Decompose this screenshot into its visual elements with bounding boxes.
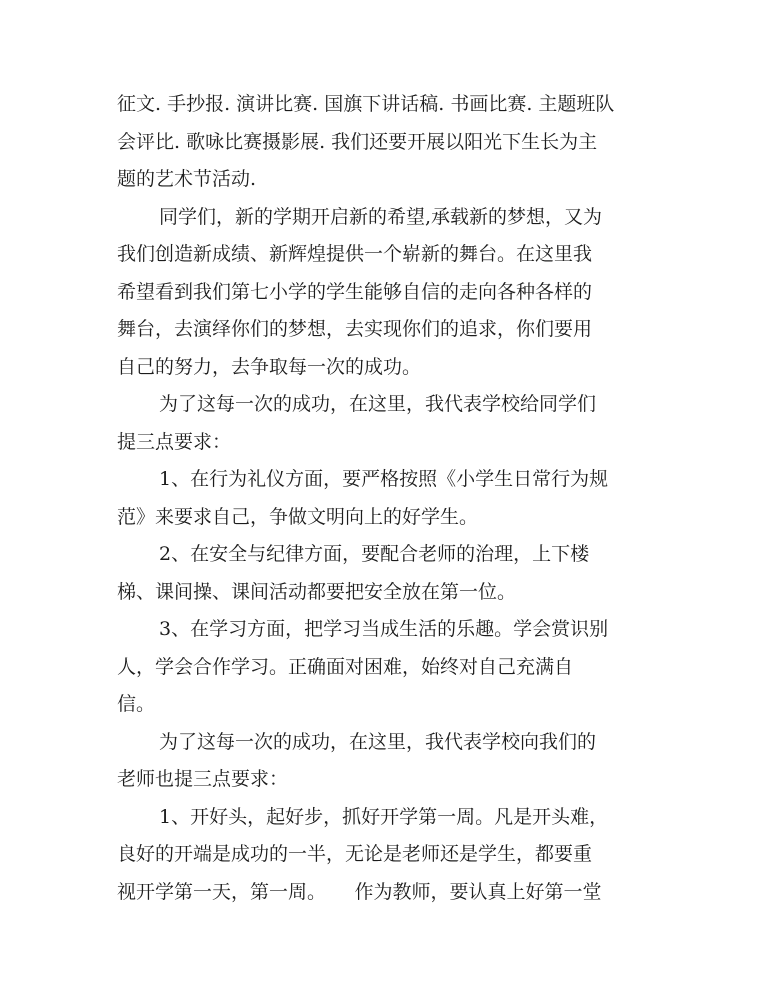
text-line: 会评比. 歌咏比赛摄影展. 我们还要开展以阳光下生长为主 [117,130,598,153]
text-line: 舞台，去演绎你们的梦想，去实现你们的追求，你们要用 [117,318,593,340]
text-line: 3、在学习方面，把学习当成生活的乐趣。学会赏识别 [159,618,609,640]
paragraph [117,199,662,387]
text-line: 征文. 手抄报. 演讲比赛. 国旗下讲话稿. 书画比赛. 主题班队 [117,93,615,115]
document-body [117,86,662,911]
text-line: 良好的开端是成功的一半，无论是老师还是学生，都要重 [117,843,593,865]
text-line: 自己的努力，去争取每一次的成功。 [117,355,422,378]
paragraph [117,536,662,611]
paragraph [117,86,662,199]
text-line: 2、在安全与纪律方面，要配合老师的治理，上下楼 [159,543,590,565]
paragraph [117,724,662,799]
text-line: 我们创造新成绩、新辉煌提供一个崭新的舞台。在这里我 [117,243,593,265]
text-line: 范》来要求自己，争做文明向上的好学生。 [117,505,479,528]
text-line: 题的艺术节活动. [117,168,257,190]
text-line: 提三点要求： [117,430,232,453]
paragraph [117,799,662,912]
text-line: 为了这每一次的成功，在这里，我代表学校给同学们 [159,393,597,415]
paragraph [117,386,662,461]
text-line: 梯、课间操、课间活动都要把安全放在第一位。 [117,580,517,603]
text-line: 信。 [117,693,156,715]
paragraph [117,611,662,724]
text-line: 老师也提三点要求： [117,768,289,790]
text-line: 视开学第一天，第一周。 作为教师，要认真上好第一堂 [117,880,602,903]
text-line: 人，学会合作学习。正确面对困难，始终对自己充满自 [117,655,574,678]
text-line: 1、开好头，起好步，抓好开学第一周。凡是开头难， [159,805,609,828]
text-line: 1、在行为礼仪方面，要严格按照《小学生日常行为规 [159,468,609,490]
text-line: 为了这每一次的成功，在这里，我代表学校向我们的 [159,730,597,753]
text-line: 希望看到我们第七小学的学生能够自信的走向各种各样的 [117,280,593,303]
text-line: 同学们，新的学期开启新的希望,承载新的梦想，又为 [159,205,603,228]
paragraph [117,461,662,536]
